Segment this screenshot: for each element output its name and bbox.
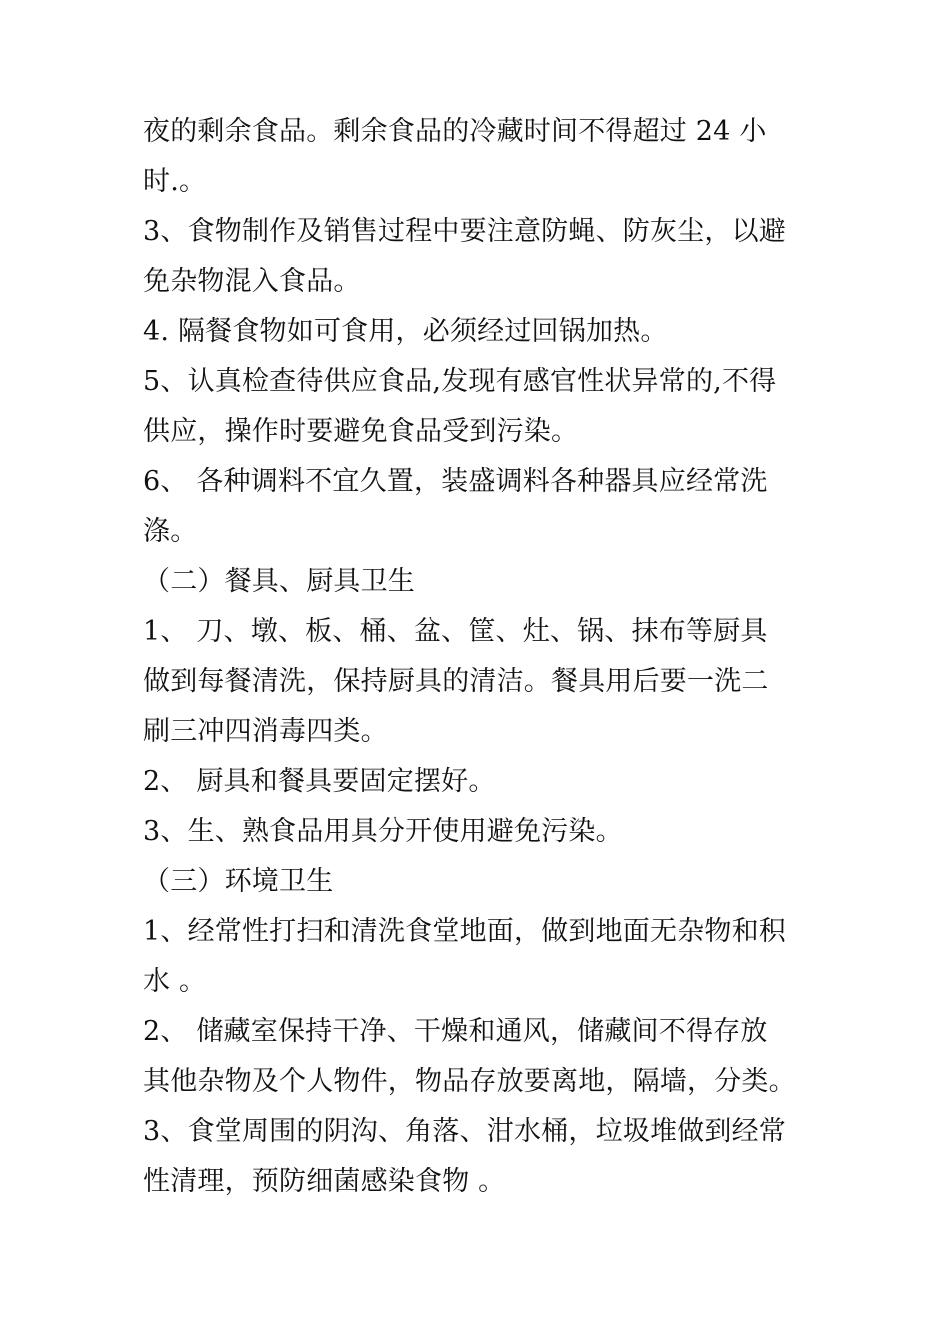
text-line: 4. 隔餐食物如可食用，必须经过回锅加热。 — [143, 316, 668, 347]
text-line: 3、食物制作及销售过程中要注意防蝇、防灰尘，以避 — [143, 216, 786, 247]
text-line: 1、 刀、墩、板、桶、盆、筐、灶、锅、抹布等厨具 — [143, 616, 768, 647]
document-body — [143, 107, 811, 1207]
text-line: 时.。 — [143, 166, 207, 197]
text-line: 供应，操作时要避免食品受到污染。 — [143, 416, 579, 447]
text-line: 其他杂物及个人物件，物品存放要离地，隔墙，分类。 — [143, 1066, 796, 1097]
section-heading: （二）餐具、厨具卫生 — [143, 566, 415, 597]
text-line: 2、 厨具和餐具要固定摆好。 — [143, 766, 496, 797]
text-line: 水 。 — [143, 966, 207, 997]
text-line: 2、 储藏室保持干净、干燥和通风，储藏间不得存放 — [143, 1016, 768, 1047]
text-line: 夜的剩余食品。剩余食品的冷藏时间不得超过 24 小 — [143, 116, 767, 147]
text-line: 性清理，预防细菌感染食物 。 — [143, 1166, 506, 1197]
text-line: 3、食堂周围的阴沟、角落、泔水桶，垃圾堆做到经常 — [143, 1116, 786, 1147]
text-line: 涤。 — [143, 516, 198, 547]
text-line: 6、 各种调料不宜久置，装盛调料各种器具应经常洗 — [143, 466, 768, 497]
text-line: 1、经常性打扫和清洗食堂地面，做到地面无杂物和积 — [143, 916, 786, 947]
text-line: 做到每餐清洗，保持厨具的清洁。餐具用后要一洗二 — [143, 666, 769, 697]
text-line: 免杂物混入食品。 — [143, 266, 361, 297]
section-heading: （三）环境卫生 — [143, 866, 334, 897]
text-line: 5、认真检查待供应食品,发现有感官性状异常的,不得 — [143, 366, 777, 397]
text-line: 刷三冲四消毒四类。 — [143, 716, 388, 747]
text-line: 3、生、熟食品用具分开使用避免污染。 — [143, 816, 623, 847]
